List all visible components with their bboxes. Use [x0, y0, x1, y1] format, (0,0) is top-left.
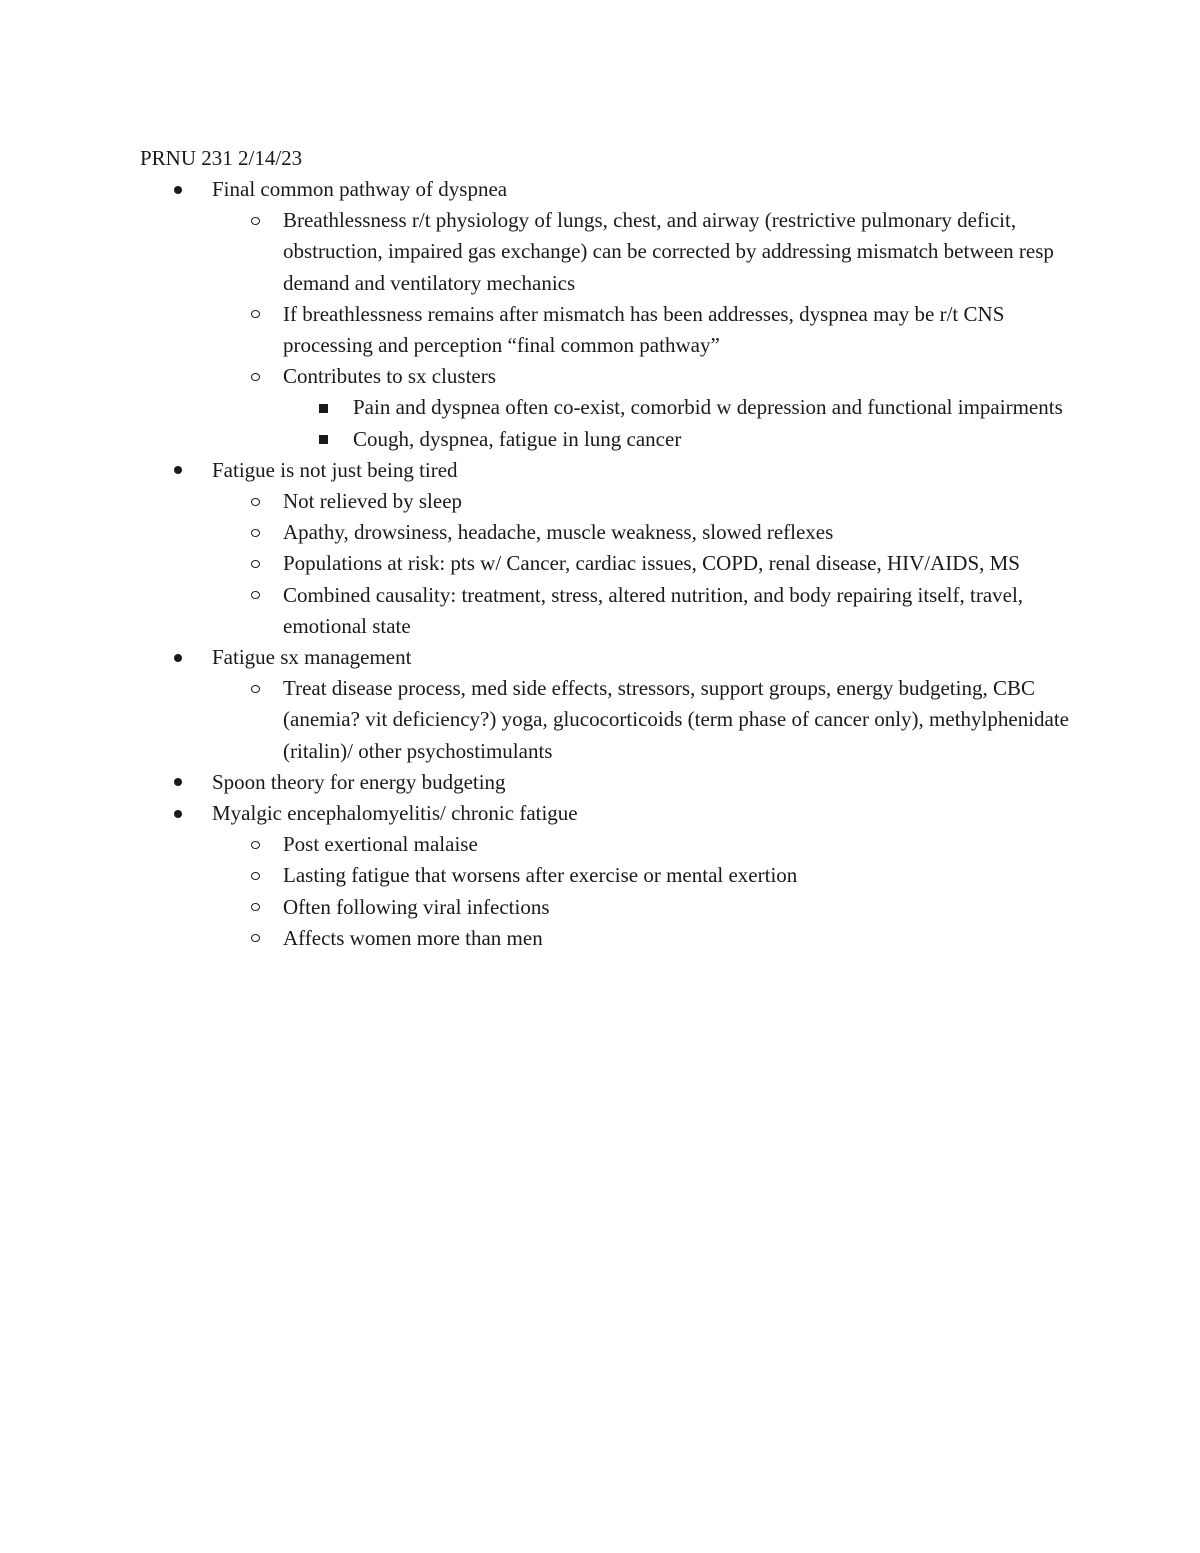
bullet-disc-icon [168, 642, 188, 673]
bullet-circle-icon [245, 486, 265, 517]
bullet-circle-icon [245, 205, 265, 236]
bullet-circle-icon [245, 361, 265, 392]
list-item [140, 673, 1070, 767]
bullet-circle-icon [245, 673, 265, 704]
list-item [140, 174, 1070, 205]
list-item-text: If breathlessness remains after mismatch has been addresses, dyspnea may be r/t CNS processing and perception “final common pathway” [283, 301, 1005, 358]
list-item [140, 205, 1070, 299]
list-item [140, 486, 1070, 517]
list-item-text: Breathlessness r/t physiology of lungs, chest, and airway (restrictive pulmonary deficit, obstruction, impaired gas exchange) can be corrected by addressing mismatch between resp demand and ventilatory mechanics [283, 208, 1054, 295]
bullet-circle-icon [245, 860, 265, 891]
list-item-text: Treat disease process, med side effects, stressors, support groups, energy budgeting, CBC (anemia? vit deficiency?) yoga, glucocorticoids (term phase of cancer only), methylphenidate (ritalin)/ other psychostimulants [283, 676, 1070, 763]
bullet-circle-icon [245, 299, 265, 330]
bullet-circle-icon [245, 923, 265, 954]
bullet-square-icon [313, 424, 333, 455]
document-title: PRNU 231 2/14/23 [140, 146, 303, 170]
list-item [140, 923, 1070, 954]
bullet-circle-icon [245, 517, 265, 548]
bullet-circle-icon [245, 548, 265, 579]
bullet-disc-icon [168, 798, 188, 829]
list-item [140, 517, 1070, 548]
list-item [140, 455, 1070, 486]
bullet-disc-icon [168, 174, 188, 205]
list-item-text: Not relieved by sleep [283, 489, 463, 514]
list-item-text: Myalgic encephalomyelitis/ chronic fatigue [212, 801, 578, 826]
list-item [140, 892, 1070, 923]
bullet-disc-icon [168, 455, 188, 486]
bullet-circle-icon [245, 892, 265, 923]
bullet-disc-icon [168, 767, 188, 798]
list-item [140, 392, 1070, 423]
list-item [140, 548, 1070, 579]
list-item [140, 829, 1070, 860]
bullet-circle-icon [245, 829, 265, 860]
list-item-text: Populations at risk: pts w/ Cancer, cardiac issues, COPD, renal disease, HIV/AIDS, MS [283, 551, 1020, 576]
list-item [140, 424, 1070, 455]
list-item [140, 642, 1070, 673]
list-item [140, 580, 1070, 642]
list-item-text: Pain and dyspnea often co-exist, comorbid w depression and functional impairments [353, 395, 1063, 420]
list-item-text: Affects women more than men [283, 925, 543, 950]
list-item-text: Cough, dyspnea, fatigue in lung cancer [353, 426, 682, 451]
list-item [140, 767, 1070, 798]
list-item [140, 798, 1070, 829]
list-item [140, 299, 1070, 361]
bullet-circle-icon [245, 580, 265, 611]
list-item-text: Final common pathway of dyspnea [212, 177, 508, 201]
bullet-square-icon [313, 392, 333, 423]
list-item-text: Post exertional malaise [283, 832, 478, 857]
list-item-text: Often following viral infections [283, 894, 550, 919]
list-item-text: Fatigue sx management [212, 645, 412, 670]
list-item-text: Lasting fatigue that worsens after exercise or mental exertion [283, 863, 798, 888]
bullet-outline [140, 174, 1070, 954]
list-item-text: Fatigue is not just being tired [212, 457, 458, 482]
list-item-text: Contributes to sx clusters [283, 364, 496, 389]
list-item-text: Spoon theory for energy budgeting [212, 769, 506, 794]
list-item [140, 860, 1070, 891]
list-item-text: Apathy, drowsiness, headache, muscle weakness, slowed reflexes [283, 520, 834, 545]
list-item-text: Combined causality: treatment, stress, altered nutrition, and body repairing itself, travel, emotional state [283, 582, 1024, 638]
list-item [140, 361, 1070, 392]
